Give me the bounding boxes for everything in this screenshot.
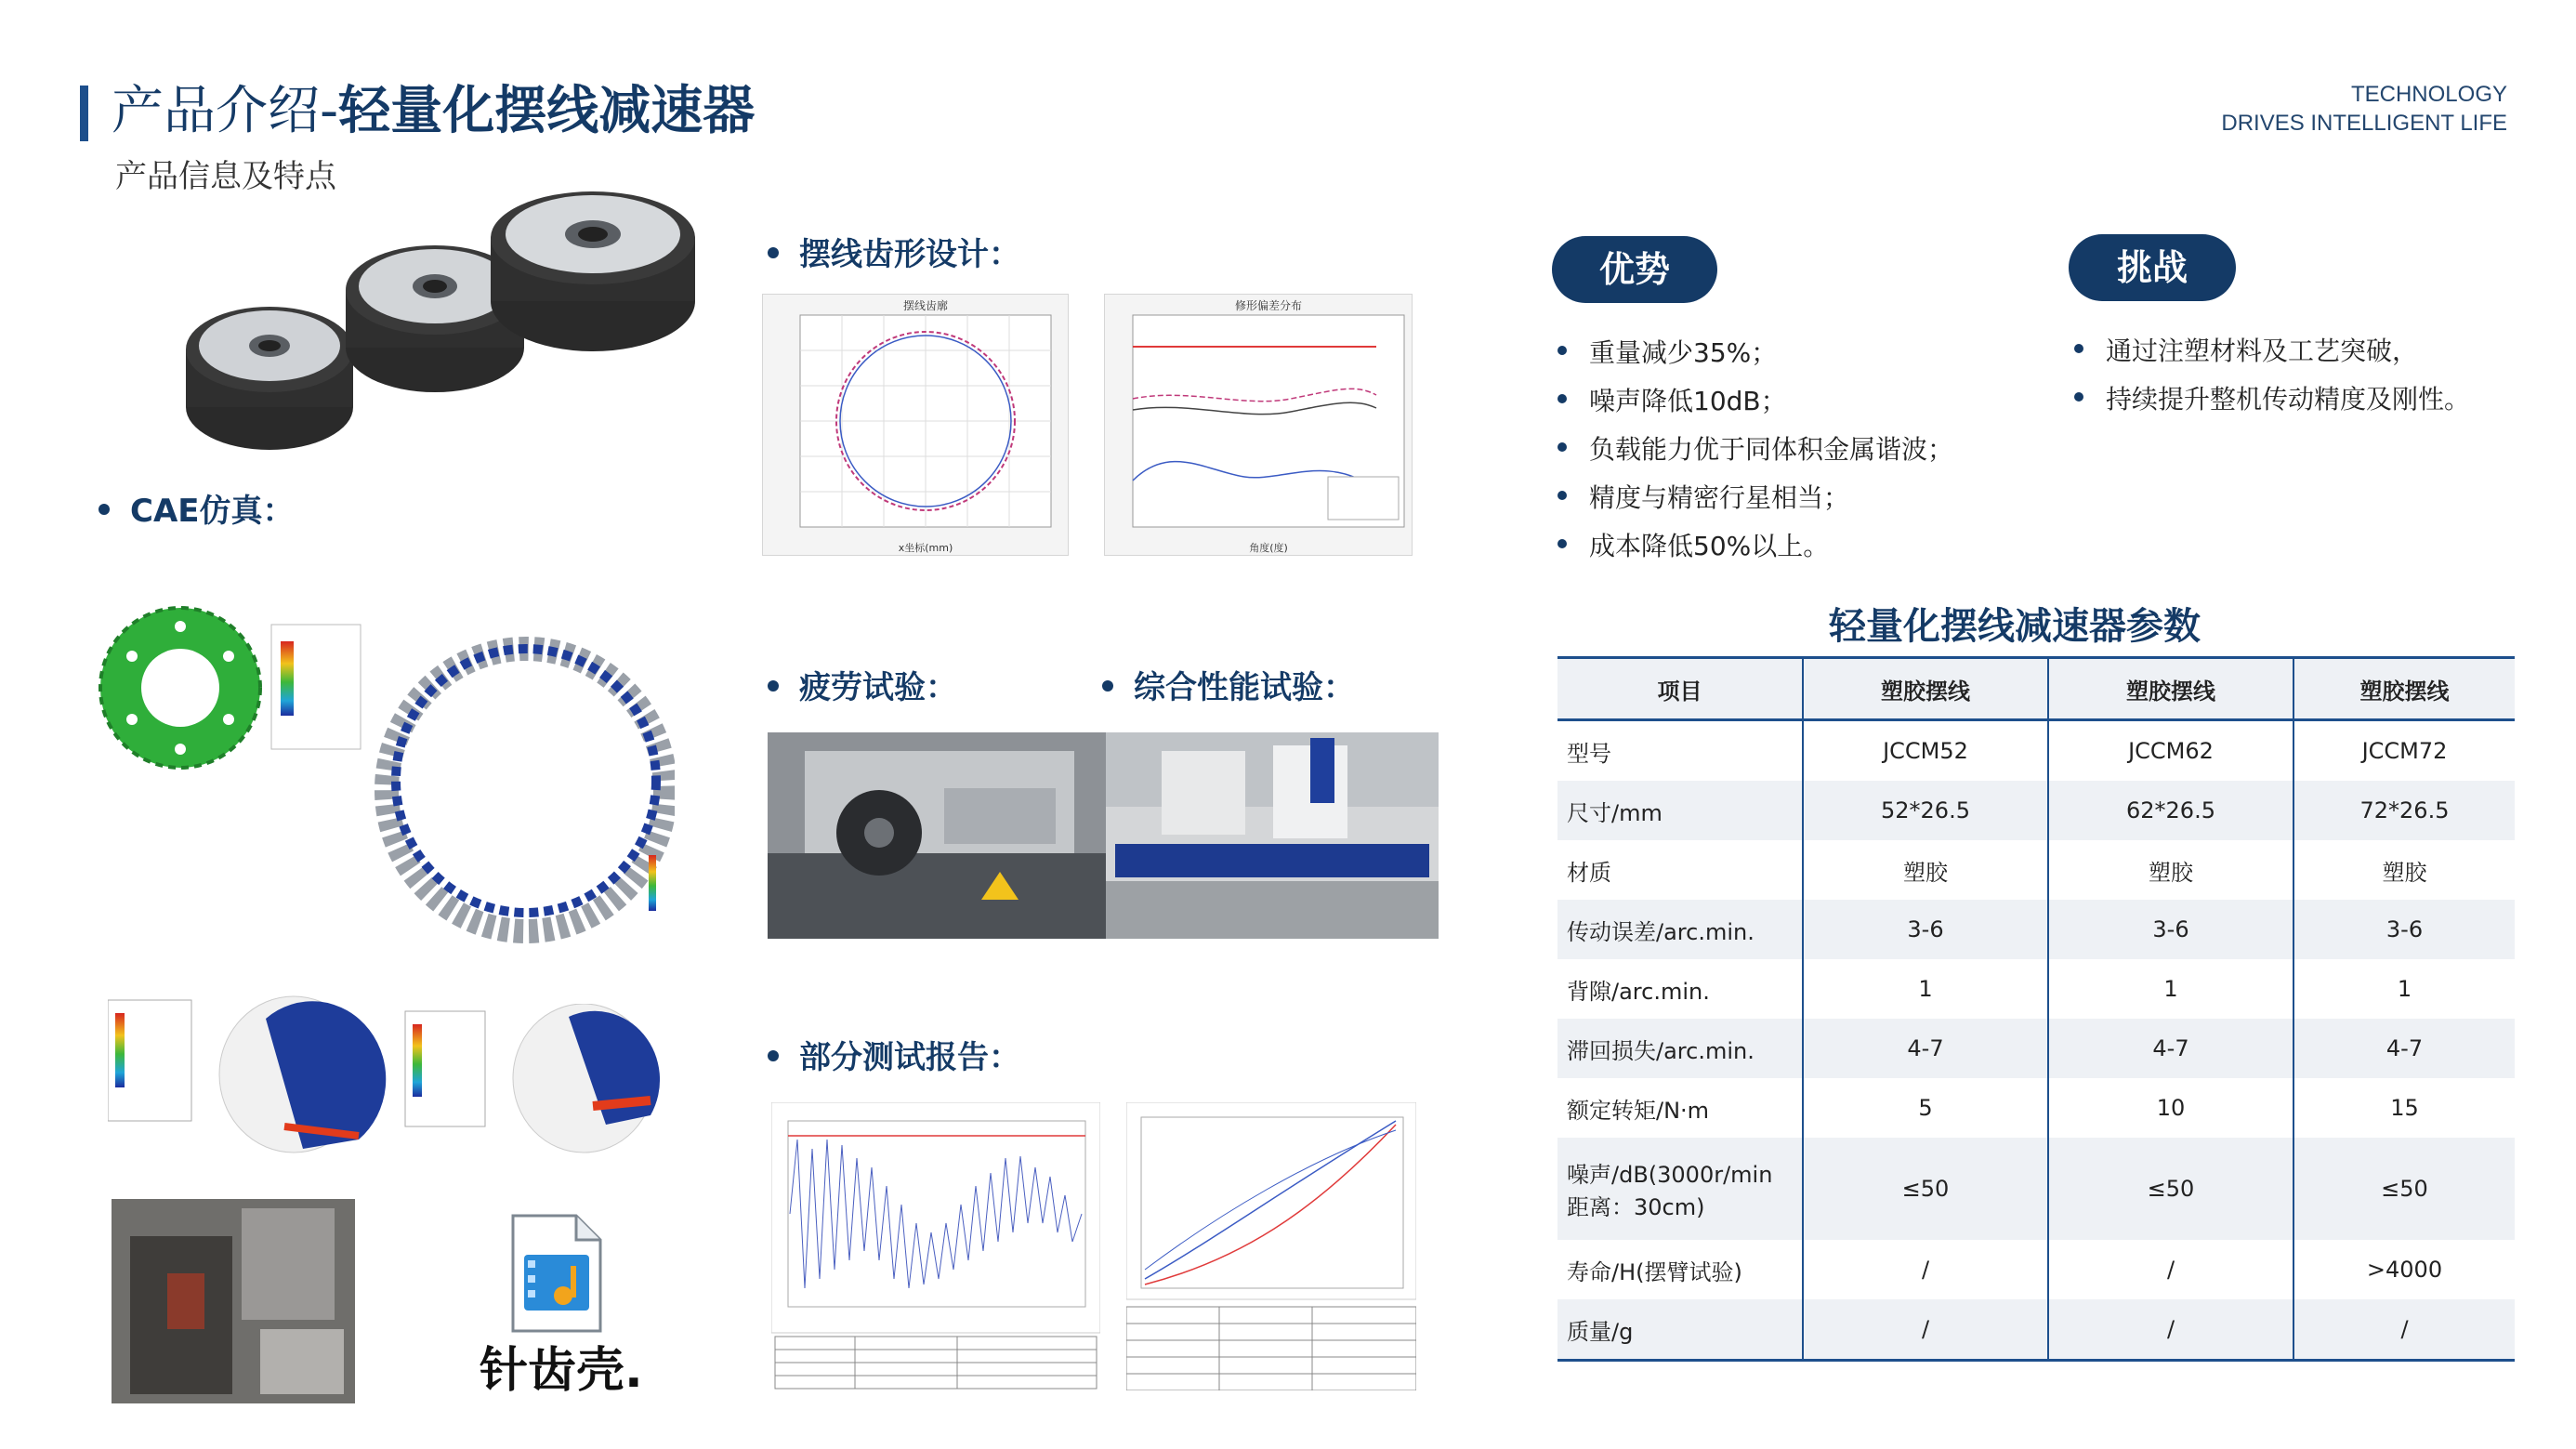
table-cell: 3-6 <box>2048 900 2293 959</box>
title-accent-bar <box>80 86 88 141</box>
table-cell: JCCM72 <box>2293 720 2515 782</box>
table-cell: 额定转矩/N·m <box>1567 1097 1710 1124</box>
table-cell: / <box>1803 1299 2048 1361</box>
advantage-item: 精度与精密行星相当； <box>1589 478 1849 515</box>
table-cell: ≤50 <box>1803 1138 2048 1240</box>
section-report-label: 部分测试报告： <box>799 1039 1020 1076</box>
section-performance <box>1102 662 1355 707</box>
table-cell: / <box>1803 1240 2048 1299</box>
tagline-line1: TECHNOLOGY <box>2350 82 2507 107</box>
deviation-title: 修形偏差分布 <box>1234 299 1303 312</box>
section-report <box>768 1032 1020 1077</box>
reducer-small <box>186 307 353 450</box>
tagline <box>2221 80 2507 138</box>
deviation-xlabel: 角度(度) <box>1249 542 1288 554</box>
table-cell: ≤50 <box>2048 1138 2293 1240</box>
table-cell: 型号 <box>1567 740 1611 767</box>
table-cell: 62*26.5 <box>2048 781 2293 840</box>
reducer-large <box>491 191 695 351</box>
table-cell: 10 <box>2048 1078 2293 1138</box>
file-label[interactable]: 针齿壳. <box>480 1343 643 1399</box>
table-cell: 滞回损失/arc.min. <box>1557 1019 1803 1078</box>
header-cell: 塑胶摆线 <box>2048 658 2293 720</box>
table-cell: 72*26.5 <box>2293 781 2515 840</box>
section-tooth-design <box>768 229 1020 274</box>
table-cell: 1 <box>1803 959 2048 1019</box>
table-cell: 1 <box>2048 959 2293 1019</box>
tooth-profile-title: 摆线齿廓 <box>902 299 949 312</box>
section-cae <box>99 485 295 531</box>
advantage-item: 成本降低50%以上。 <box>1589 526 1829 563</box>
table-row <box>1557 1240 2515 1299</box>
advantage-item: 噪声降低10dB； <box>1589 381 1787 418</box>
test-report-1 <box>771 1102 1100 1390</box>
table-cell: >4000 <box>2293 1240 2515 1299</box>
table-cell: 15 <box>2293 1078 2515 1138</box>
bullet-dot <box>1102 680 1113 692</box>
params-table-title: 轻量化摆线减速器参数 <box>1829 605 2201 648</box>
table-row <box>1557 1019 2515 1078</box>
cae-sleeve-sim-1 <box>108 991 401 1167</box>
table-cell: 传动误差/arc.min. <box>1557 900 1803 959</box>
table-cell: / <box>2293 1299 2515 1361</box>
performance-test-photo <box>1106 732 1439 939</box>
table-row <box>1557 1138 2515 1240</box>
header-cell: 项目 <box>1557 658 1803 720</box>
table-cell: 5 <box>1803 1078 2048 1138</box>
table-cell: ≤50 <box>2293 1138 2515 1240</box>
table-cell: 尺寸/mm <box>1557 781 1803 840</box>
table-cell: JCCM62 <box>2048 720 2293 782</box>
table-cell: / <box>2048 1299 2293 1361</box>
fatigue-test-photo <box>768 732 1106 939</box>
page-subtitle: 产品信息及特点 <box>115 158 336 195</box>
advantage-badge: 优势 <box>1552 236 1717 303</box>
table-cell: 塑胶 <box>1803 840 2048 900</box>
table-cell: 背隙/arc.min. <box>1567 978 1710 1005</box>
section-fatigue <box>768 662 957 707</box>
section-fatigue-label: 疲劳试验： <box>799 669 957 706</box>
table-cell: 材质 <box>1567 859 1611 886</box>
challenge-badge: 挑战 <box>2069 234 2236 301</box>
advantage-item: 重量减少35%； <box>1589 333 1777 370</box>
table-cell: 塑胶 <box>2048 840 2293 900</box>
table-row <box>1557 959 2515 1019</box>
bullet-dot <box>99 504 110 515</box>
table-row <box>1557 720 2515 782</box>
cae-sleeve-sim-2 <box>401 1004 671 1167</box>
media-file-icon[interactable] <box>507 1214 604 1335</box>
deviation-chart <box>1104 294 1413 556</box>
table-cell: 1 <box>2293 959 2515 1019</box>
table-row <box>1557 781 2515 840</box>
advantage-item: 负载能力优于同体积金属谐波； <box>1589 429 1953 467</box>
table-cell: 塑胶 <box>2293 840 2515 900</box>
cae-gear-sim <box>99 604 368 790</box>
table-cell: 质量/g <box>1557 1299 1803 1361</box>
page-title <box>112 78 755 145</box>
table-cell: 噪声/dB(3000r/min 距离：30cm) <box>1557 1138 1803 1240</box>
params-table <box>1557 656 2515 1362</box>
table-cell: / <box>2048 1240 2293 1299</box>
table-cell: 3-6 <box>1803 900 2048 959</box>
table-cell: 寿命/H(摆臂试验) <box>1567 1258 1742 1285</box>
table-row <box>1557 1299 2515 1361</box>
title-main: 轻量化摆线减速器 <box>338 81 756 141</box>
table-cell: 4-7 <box>1803 1019 2048 1078</box>
table-row <box>1557 900 2515 959</box>
title-prefix: 产品介绍- <box>112 81 339 141</box>
bullet-dot <box>768 1050 779 1061</box>
table-cell: JCCM52 <box>1803 720 2048 782</box>
tagline-line2: DRIVES INTELLIGENT LIFE <box>2221 111 2507 136</box>
params-table-header <box>1557 658 2515 720</box>
injection-machine-photo <box>112 1199 355 1403</box>
section-tooth-design-label: 摆线齿形设计： <box>799 236 1020 273</box>
section-performance-label: 综合性能试验： <box>1134 669 1355 706</box>
table-cell: 52*26.5 <box>1803 781 2048 840</box>
challenge-item-continued: 持续提升整机传动精度及刚性。 <box>2106 379 2470 416</box>
header-cell: 塑胶摆线 <box>2293 658 2515 720</box>
bullet-dot <box>768 247 779 258</box>
table-row <box>1557 1078 2515 1138</box>
bullet-dot <box>768 680 779 692</box>
test-report-2 <box>1126 1102 1416 1390</box>
header-cell: 塑胶摆线 <box>1803 658 2048 720</box>
table-row <box>1557 840 2515 900</box>
table-cell: 4-7 <box>2048 1019 2293 1078</box>
table-cell: 4-7 <box>2293 1019 2515 1078</box>
section-cae-label: CAE仿真： <box>130 493 295 530</box>
challenge-item: 通过注塑材料及工艺突破， <box>2106 331 2418 368</box>
table-cell: 3-6 <box>2293 900 2515 959</box>
tooth-profile-xlabel: x坐标(mm) <box>898 542 953 554</box>
cae-ring-sim <box>368 632 675 948</box>
product-photo <box>112 191 706 461</box>
tooth-profile-chart <box>762 294 1069 556</box>
